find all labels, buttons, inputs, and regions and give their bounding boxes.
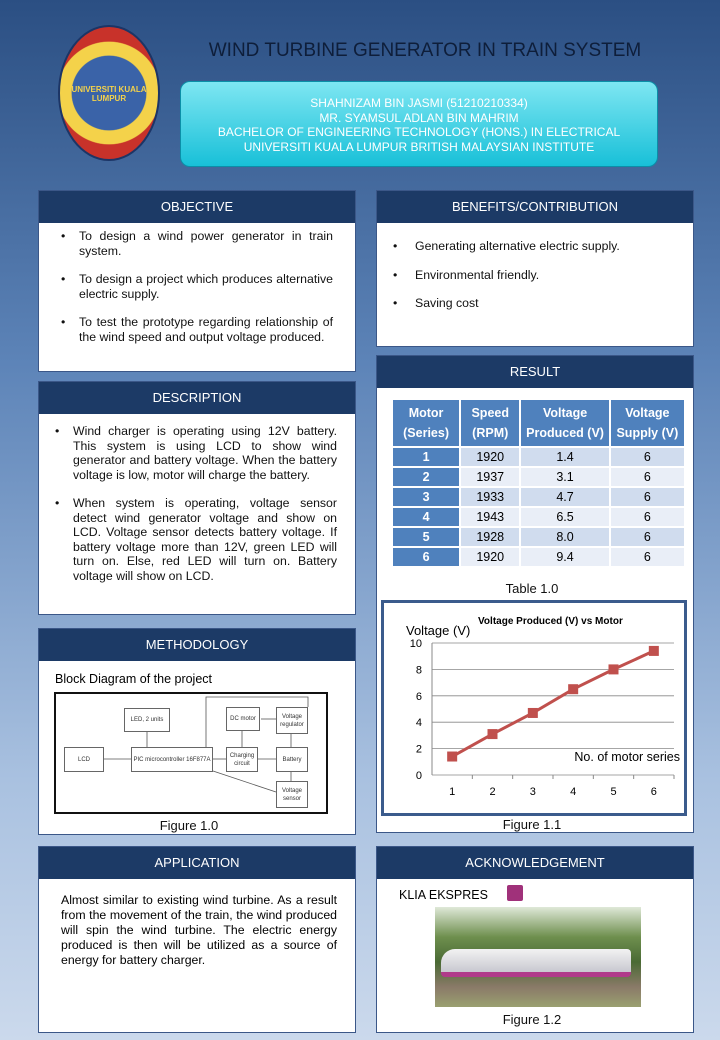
figure-caption: Figure 1.2	[502, 1012, 562, 1027]
table-cell: 2	[393, 468, 459, 486]
methodology-subtitle: Block Diagram of the project	[55, 672, 213, 686]
block-charging: Charging circuit	[226, 747, 258, 772]
column-header: Motor (Series)	[393, 400, 459, 446]
institute-name: UNIVERSITI KUALA LUMPUR BRITISH MALAYSIAN INSTITUTE	[243, 139, 595, 154]
x-tick-label: 1	[449, 786, 456, 798]
poster-title: WIND TURBINE GENERATOR IN TRAIN SYSTEM	[208, 40, 642, 61]
y-tick-label: 4	[415, 717, 422, 730]
table-cell: 6	[393, 548, 459, 566]
column-header: Voltage Produced (V)	[521, 400, 608, 446]
y-tick-label: 0	[415, 770, 422, 782]
result-panel	[376, 355, 694, 833]
table-cell: 6	[611, 468, 684, 486]
table-cell: 9.4	[521, 548, 608, 566]
result-table	[391, 398, 686, 568]
train-body	[441, 949, 631, 977]
methodology-header: METHODOLOGY	[39, 629, 355, 661]
author-name: SHAHNIZAM BIN JASMI (51210210334)	[310, 96, 528, 110]
table-cell: 3	[393, 488, 459, 506]
klia-label: KLIA EKSPRES	[399, 888, 488, 902]
table-cell: 4	[393, 508, 459, 526]
block-led: LED, 2 units	[124, 708, 170, 732]
chart-frame	[381, 600, 687, 816]
table-caption: Table 1.0	[505, 581, 559, 596]
list-item: • When system is operating, voltage sensor detect wind generator voltage and show on LCD. Voltage sensor detects battery voltage. If battery voltage more than 12V, green LED will turn on. Else, red LED will turn on. Battery voltage will show on LCD.	[39, 496, 337, 583]
table-row	[393, 548, 684, 566]
y-tick-label: 10	[409, 638, 422, 650]
application-text: Almost similar to existing wind turbine. As a result from the movement of the train, the wind produced will spin the wind turbine. The electric energy produced is then will be utilized as a source of energy for battery charger.	[61, 893, 337, 967]
table-cell: 6	[611, 448, 684, 466]
list-item: • To test the prototype regarding relationship of the wind speed and output voltage produced.	[45, 315, 333, 344]
chart-title: Voltage Produced (V) vs Motor	[478, 616, 623, 627]
table-cell: 1928	[461, 528, 519, 546]
university-logo: UNIVERSITI KUALA LUMPUR	[58, 25, 160, 161]
y-tick-label: 8	[415, 664, 422, 677]
klia-logo	[507, 885, 523, 901]
table-cell: 6	[611, 548, 684, 566]
voltage-chart	[384, 603, 684, 813]
chart-caption: Figure 1.1	[502, 817, 562, 832]
table-row	[393, 468, 684, 486]
data-point	[488, 729, 498, 739]
table-cell: 6	[611, 508, 684, 526]
table-cell: 5	[393, 528, 459, 546]
block-battery: Battery	[276, 747, 308, 772]
application-panel	[38, 846, 356, 1033]
x-tick-label: 4	[570, 786, 577, 798]
objective-header: OBJECTIVE	[39, 191, 355, 223]
data-point	[447, 752, 457, 762]
y-tick-label: 2	[415, 743, 422, 756]
y-tick-label: 6	[415, 690, 422, 703]
train-photo	[435, 907, 641, 1007]
table-cell: 1943	[461, 508, 519, 526]
supervisor-name: MR. SYAMSUL ADLAN BIN MAHRIM	[319, 110, 519, 125]
table-cell: 1920	[461, 448, 519, 466]
table-row	[393, 508, 684, 526]
list-item: • To design a wind power generator in train system.	[45, 229, 333, 258]
result-header: RESULT	[377, 356, 693, 388]
block-sensor: Voltage sensor	[276, 781, 308, 808]
table-cell: 1937	[461, 468, 519, 486]
block-diagram	[54, 692, 328, 814]
table-cell: 1	[393, 448, 459, 466]
data-point	[649, 646, 659, 656]
block-regulator: Voltage regulator	[276, 707, 308, 734]
block-dc-motor: DC motor	[226, 707, 260, 731]
application-header: APPLICATION	[39, 847, 355, 879]
column-header: Voltage Supply (V)	[611, 400, 684, 446]
acknowledgement-panel	[376, 846, 694, 1033]
objective-panel	[38, 190, 356, 372]
y-axis-label: Voltage (V)	[406, 623, 471, 638]
x-tick-label: 6	[650, 786, 657, 798]
table-row	[393, 488, 684, 506]
x-tick-label: 2	[489, 786, 496, 798]
description-header: DESCRIPTION	[39, 382, 355, 414]
table-cell: 8.0	[521, 528, 608, 546]
list-item: • Wind charger is operating using 12V battery. This system is using LCD to show wind generator and battery voltage. When the battery voltage is low, motor will charge the battery.	[39, 424, 337, 482]
table-cell: 1.4	[521, 448, 608, 466]
list-item: • Environmental friendly.	[377, 268, 693, 283]
program-name: BACHELOR OF ENGINEERING TECHNOLOGY (HONS.) IN ELECTRICAL	[217, 125, 621, 139]
table-cell: 6	[611, 528, 684, 546]
authors-box	[180, 81, 658, 167]
description-panel	[38, 381, 356, 615]
series-line	[452, 651, 654, 757]
table-cell: 6.5	[521, 508, 608, 526]
x-tick-label: 3	[529, 786, 536, 798]
x-axis-label: No. of motor series	[574, 750, 680, 764]
acknowledgement-header: ACKNOWLEDGEMENT	[377, 847, 693, 879]
methodology-panel	[38, 628, 356, 835]
data-point	[609, 664, 619, 674]
benefits-header: BENEFITS/CONTRIBUTION	[377, 191, 693, 223]
table-row	[393, 528, 684, 546]
table-row	[393, 448, 684, 466]
block-pic: PIC microcontroller 16F877A	[131, 747, 213, 772]
list-item: • Saving cost	[377, 296, 693, 311]
data-point	[528, 708, 538, 718]
table-cell: 3.1	[521, 468, 608, 486]
list-item: • To design a project which produces alternative electric supply.	[45, 272, 333, 301]
table-cell: 1933	[461, 488, 519, 506]
column-header: Speed (RPM)	[461, 400, 519, 446]
block-lcd: LCD	[64, 747, 104, 772]
benefits-panel	[376, 190, 694, 347]
list-item: • Generating alternative electric supply.	[377, 239, 693, 254]
x-tick-label: 5	[610, 786, 617, 798]
table-cell: 1920	[461, 548, 519, 566]
figure-caption: Figure 1.0	[159, 818, 219, 833]
table-cell: 6	[611, 488, 684, 506]
data-point	[568, 684, 578, 694]
table-cell: 4.7	[521, 488, 608, 506]
